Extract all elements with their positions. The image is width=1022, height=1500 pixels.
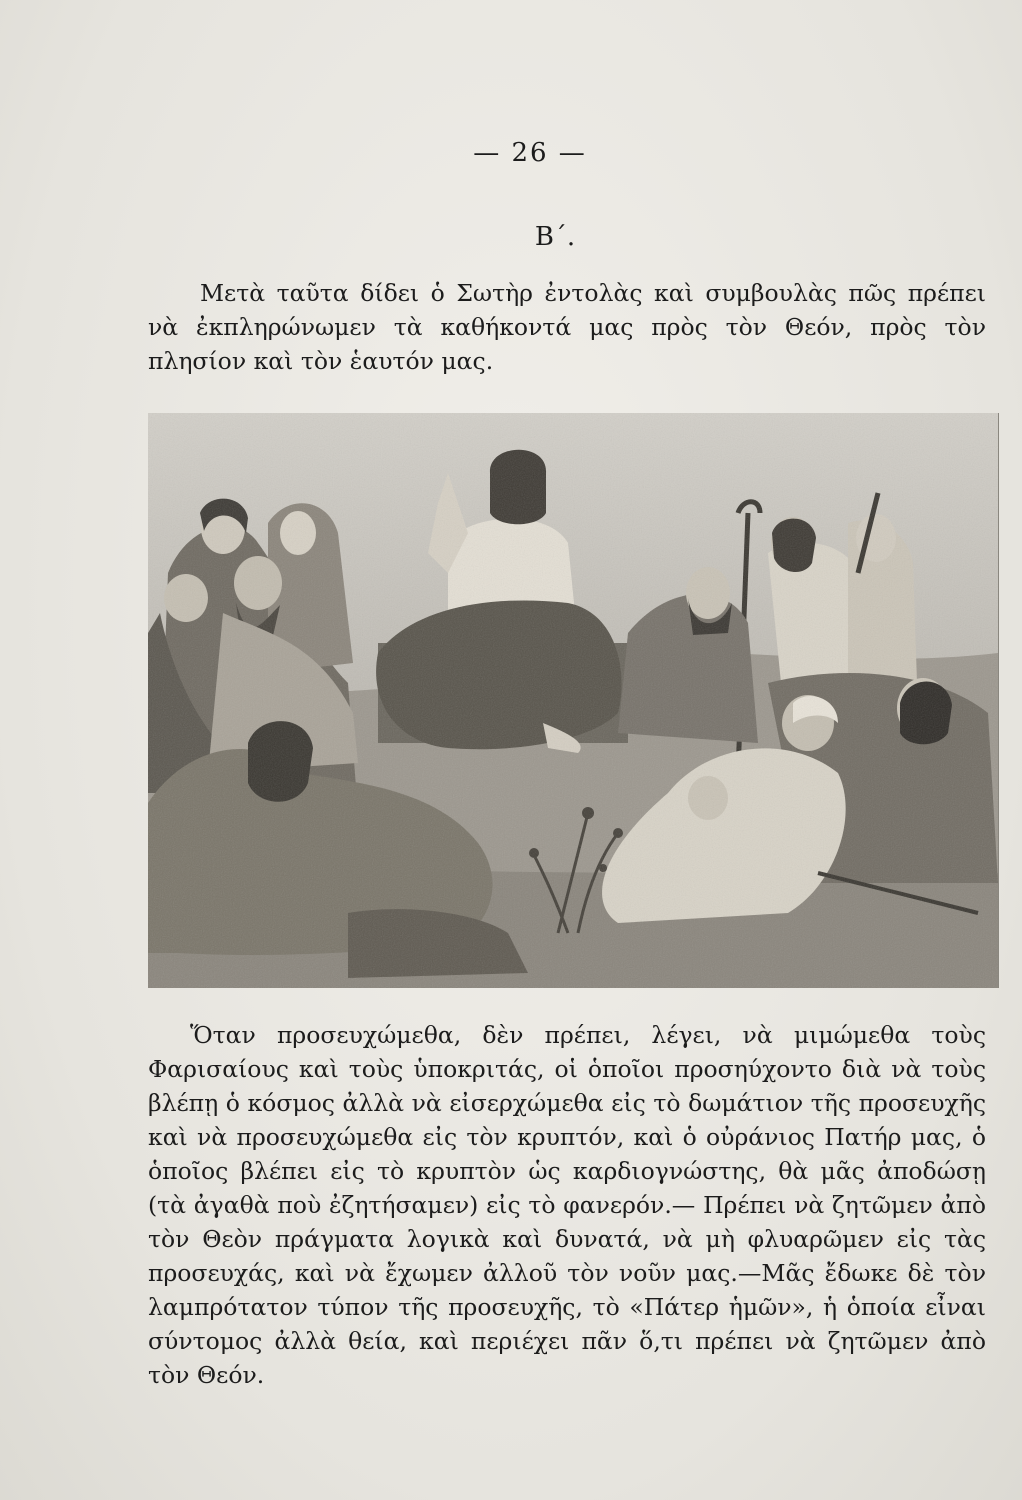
paragraph-prayer: Ὅταν προσευχώμεθα, δὲν πρέπει, λέγει, νὰ μιμώμεθα τοὺς Φαρισαίους καὶ τοὺς ὑποκριτάς, οἱ ὁποῖοι προσηύχοντο διὰ νὰ τοὺς βλέπῃ ὁ κόσμος ἀλλὰ νὰ εἰσερχώμεθα εἰς τὸ δωμάτιον τῆς προσευχῆς καὶ νὰ προσευχώμεθα εἰς τὸν κρυπτόν, καὶ ὁ οὐράνιος Πατήρ μας, ὁ ὁποῖος βλέπει εἰς τὸ κρυπτὸν ὡς καρδιογνώστης, θὰ μᾶς ἀποδώσῃ (τὰ ἀγαθὰ ποὺ ἐζητήσαμεν) εἰς τὸ φανερόν.— Πρέπει νὰ ζητῶμεν ἀπὸ τὸν Θεὸν πράγματα λογικὰ καὶ δυνατά, νὰ μὴ φλυαρῶμεν εἰς τὰς προσευχάς, καὶ νὰ ἔχωμεν ἀλλοῦ τὸν νοῦν μας.—Μᾶς ἔδωκε δὲ τὸν λαμπρότατον τύπον τῆς προσευχῆς, τὸ «Πάτερ ἡμῶν», ἡ ὁποία εἶναι σύντομος ἀλλὰ θεία, καὶ περιέχει πᾶν ὅ,τι πρέπει νὰ ζητῶμεν ἀπὸ τὸν Θεόν. bbox=[148, 1021, 986, 1389]
sermon-illustration bbox=[148, 413, 999, 988]
section-heading: Β΄. bbox=[534, 222, 576, 252]
paragraph-intro: Μετὰ ταῦτα δίδει ὁ Σωτὴρ ἐντολὰς καὶ συμβουλὰς πῶς πρέπει νὰ ἐκπληρώνωμεν τὰ καθήκοντά μας πρὸς τὸν Θεόν, πρὸς τὸν πλησίον καὶ τὸν ἑαυτόν μας. bbox=[148, 279, 986, 375]
page-number: — 26 — bbox=[473, 138, 587, 168]
